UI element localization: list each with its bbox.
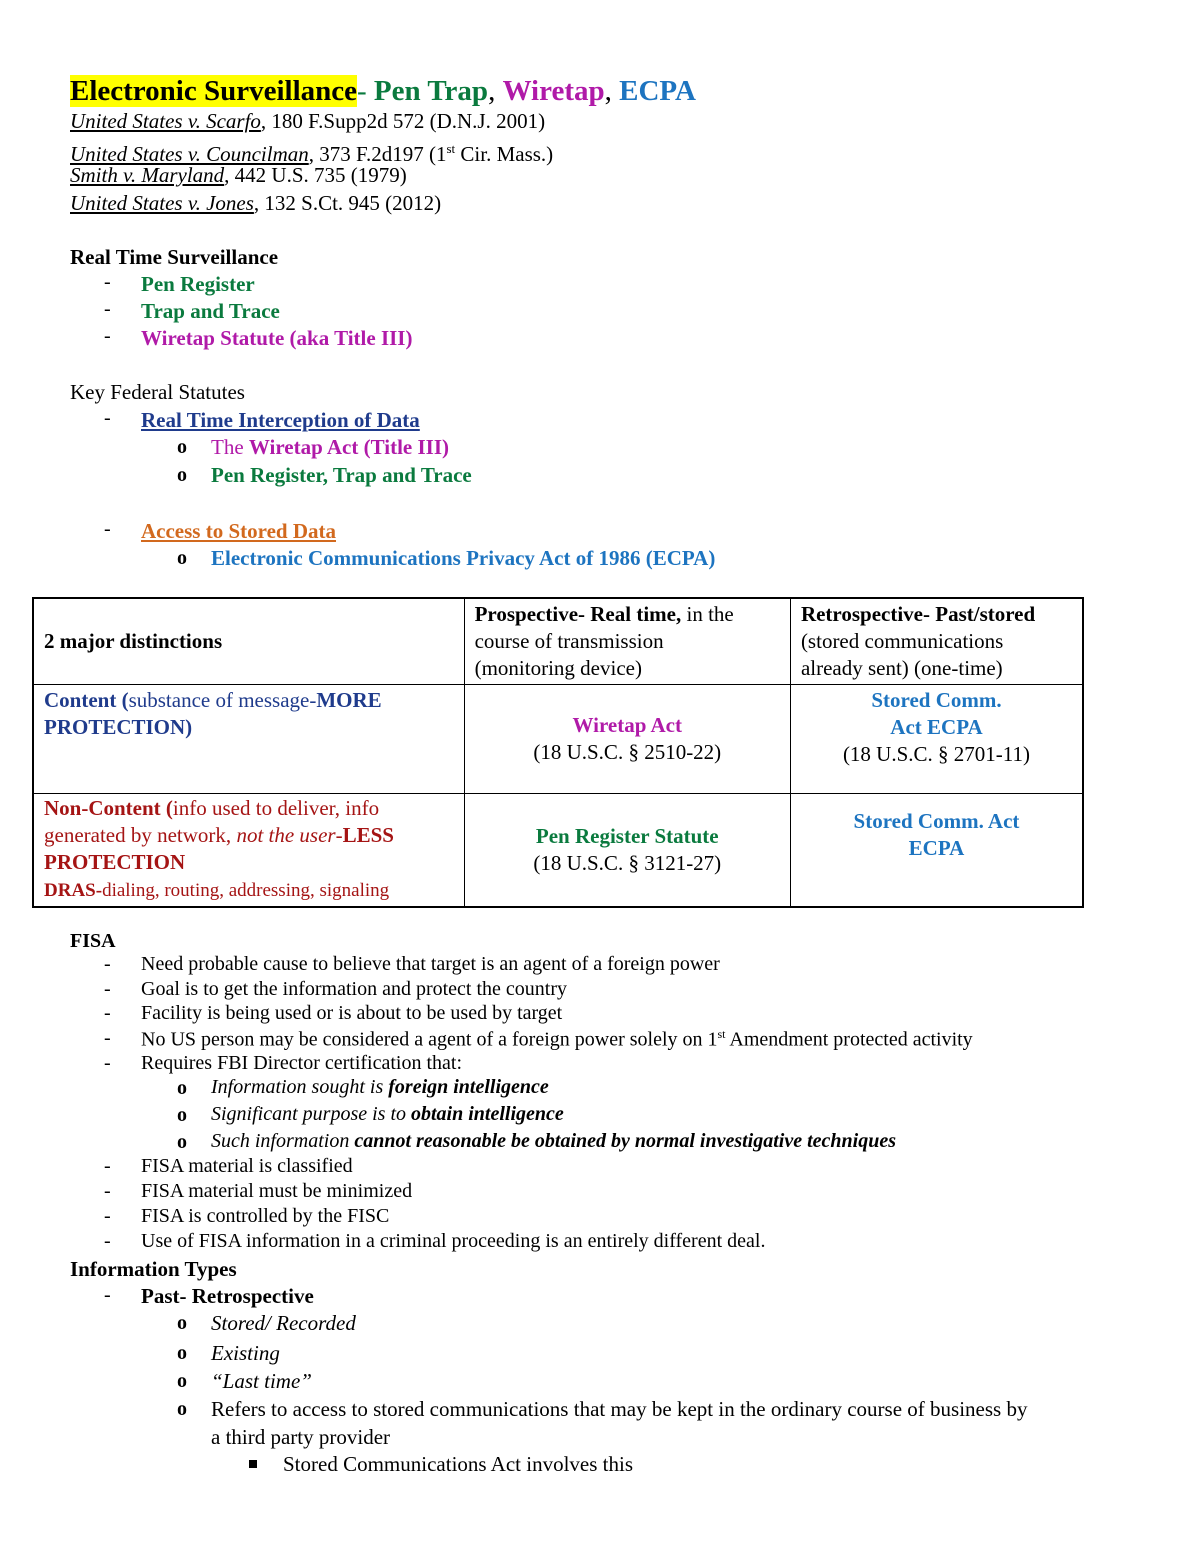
stored-act-cell: ECPA bbox=[908, 836, 965, 860]
case-name: Smith v. Maryland bbox=[70, 163, 225, 187]
case-cite: , 442 U.S. 735 (1979) bbox=[224, 163, 407, 187]
item-emphasis: obtain intelligence bbox=[411, 1103, 564, 1125]
wiretap-act-title: Wiretap Act (Title III) bbox=[248, 435, 449, 459]
list-item bbox=[211, 1130, 896, 1153]
title-comma: , bbox=[488, 75, 503, 107]
item-emphasis: cannot reasonable be obtained by normal investigative techniques bbox=[354, 1130, 897, 1152]
case-citation bbox=[70, 190, 441, 217]
content-more: MORE bbox=[316, 688, 382, 712]
stored-comm-cell: Act ECPA bbox=[890, 715, 983, 739]
list-item: Pen Register, Trap and Trace bbox=[211, 463, 472, 487]
circle-bullet: o bbox=[177, 1342, 187, 1364]
list-item-continued: a third party provider bbox=[211, 1425, 391, 1449]
case-cite: , 180 F.Supp2d 572 (D.N.J. 2001) bbox=[260, 109, 546, 133]
noncontent-dash: - bbox=[335, 823, 343, 847]
circle-bullet: o bbox=[177, 436, 187, 458]
table-cell bbox=[464, 794, 790, 908]
list-item: Requires FBI Director certification that: bbox=[141, 1052, 463, 1074]
dash-bullet: - bbox=[104, 1284, 111, 1306]
stored-comm-cell: Stored Comm. bbox=[871, 688, 1002, 712]
circle-bullet: o bbox=[177, 1104, 187, 1126]
stored-cite: (18 U.S.C. § 2701-11) bbox=[842, 742, 1030, 766]
content-protection: PROTECTION) bbox=[44, 715, 193, 739]
table-cell bbox=[464, 685, 790, 794]
dash-bullet: - bbox=[104, 407, 111, 429]
dash-bullet: - bbox=[104, 1002, 111, 1024]
table-cell bbox=[33, 685, 464, 794]
dash-bullet: - bbox=[104, 518, 111, 540]
dras-desc: dialing, routing, addressing, signaling bbox=[102, 880, 390, 901]
noncontent-protection: PROTECTION bbox=[44, 850, 186, 874]
list-item: Stored/ Recorded bbox=[211, 1311, 356, 1335]
title-main: Electronic Surveillance bbox=[70, 75, 357, 107]
list-item bbox=[141, 1027, 973, 1052]
pen-register-cell: Pen Register Statute bbox=[535, 824, 719, 848]
title-comma: , bbox=[604, 75, 620, 107]
circle-bullet: o bbox=[177, 547, 187, 569]
list-item: Refers to access to stored communications that may be kept in the ordinary course of business by bbox=[211, 1397, 1028, 1421]
retrospective-desc: (stored communications bbox=[800, 629, 1004, 653]
table-row bbox=[33, 794, 1083, 908]
noncontent-label: Non-Content ( bbox=[44, 796, 173, 820]
prospective-desc: course of transmission bbox=[474, 629, 664, 653]
realtime-interception-label: Real Time Interception of Data bbox=[141, 408, 420, 432]
item-sup: st bbox=[717, 1027, 726, 1041]
item-text: Such information bbox=[211, 1130, 355, 1152]
table-cell bbox=[790, 598, 1083, 685]
circle-bullet: o bbox=[177, 1077, 187, 1099]
dash-bullet: - bbox=[104, 298, 111, 320]
info-heading: Information Types bbox=[70, 1257, 237, 1281]
table-cell bbox=[464, 598, 790, 685]
stored-data-label: Access to Stored Data bbox=[141, 519, 336, 543]
circle-bullet: o bbox=[177, 1312, 187, 1334]
content-label: Content ( bbox=[44, 688, 129, 712]
dash-bullet: - bbox=[104, 325, 111, 347]
retrospective-heading: Retrospective- Past/stored bbox=[800, 602, 1036, 626]
title-pen-trap: Pen Trap bbox=[373, 75, 489, 107]
case-name: United States v. Scarfo bbox=[70, 109, 261, 133]
circle-bullet: o bbox=[177, 1131, 187, 1153]
past-label: Past- Retrospective bbox=[141, 1284, 314, 1308]
list-item: Existing bbox=[211, 1341, 280, 1365]
list-item bbox=[211, 434, 449, 461]
noncontent-desc: generated by network, bbox=[44, 823, 237, 847]
table-cell bbox=[790, 685, 1083, 794]
case-citation bbox=[70, 162, 407, 189]
circle-bullet: o bbox=[177, 1370, 187, 1392]
dash-bullet: - bbox=[104, 1180, 111, 1202]
case-sup: st bbox=[446, 141, 456, 156]
prospective-desc: in the bbox=[681, 602, 734, 626]
square-bullet bbox=[249, 1460, 257, 1468]
noncontent-italic: not the user bbox=[236, 823, 336, 847]
wiretap-cite: (18 U.S.C. § 2510-22) bbox=[533, 740, 722, 764]
list-item: Facility is being used or is about to be used by target bbox=[141, 1002, 563, 1024]
stored-act-cell: Stored Comm. Act bbox=[853, 809, 1020, 833]
table-cell bbox=[33, 794, 464, 908]
list-item: Need probable cause to believe that target is an agent of a foreign power bbox=[141, 953, 720, 975]
dash-bullet: - bbox=[104, 1230, 111, 1252]
prospective-heading: Prospective- Real time, bbox=[474, 602, 682, 626]
circle-bullet: o bbox=[177, 1398, 187, 1420]
pen-cite: (18 U.S.C. § 3121-27) bbox=[533, 851, 722, 875]
list-item: Wiretap Statute (aka Title III) bbox=[141, 326, 413, 350]
retrospective-desc: already sent) (one-time) bbox=[800, 656, 1003, 680]
item-text: Information sought is bbox=[211, 1076, 389, 1098]
case-name: United States v. Councilman bbox=[70, 142, 309, 166]
item-text: No US person may be considered a agent of a foreign power solely on 1 bbox=[141, 1028, 718, 1051]
dash-bullet: - bbox=[104, 978, 111, 1000]
dash-bullet: - bbox=[104, 271, 111, 293]
table-cell bbox=[33, 598, 464, 685]
fisa-heading: FISA bbox=[70, 930, 116, 952]
list-item: FISA material is classified bbox=[141, 1155, 353, 1177]
content-desc: substance of message- bbox=[128, 688, 317, 712]
item-emphasis: foreign intelligence bbox=[388, 1076, 549, 1098]
noncontent-desc: info used to deliver, info bbox=[172, 796, 380, 820]
page-title bbox=[70, 73, 696, 109]
case-cite-2: Cir. Mass.) bbox=[455, 142, 554, 166]
dash-bullet: - bbox=[104, 1155, 111, 1177]
statutes-heading: Key Federal Statutes bbox=[70, 380, 245, 404]
table-cell bbox=[790, 794, 1083, 908]
list-item: Pen Register bbox=[141, 272, 255, 296]
title-wiretap: Wiretap bbox=[502, 75, 605, 107]
item-text: Significant purpose is to bbox=[211, 1103, 411, 1125]
wiretap-act-cell: Wiretap Act bbox=[572, 713, 682, 737]
list-item: “Last time” bbox=[211, 1369, 312, 1393]
case-citation bbox=[70, 108, 545, 135]
list-item bbox=[211, 1103, 564, 1126]
list-item: Goal is to get the information and protect the country bbox=[141, 978, 567, 1000]
case-cite: , 373 F.2d197 (1 bbox=[308, 142, 447, 166]
list-item: FISA is controlled by the FISC bbox=[141, 1205, 390, 1227]
case-name: United States v. Jones bbox=[70, 191, 254, 215]
dash-bullet: - bbox=[104, 953, 111, 975]
dras-label: DRAS- bbox=[44, 880, 103, 901]
wiretap-prefix: The bbox=[211, 435, 249, 459]
title-sep: - bbox=[357, 75, 374, 107]
realtime-heading: Real Time Surveillance bbox=[70, 245, 279, 269]
prospective-desc: (monitoring device) bbox=[474, 656, 642, 680]
list-item: Use of FISA information in a criminal proceeding is an entirely different deal. bbox=[141, 1230, 766, 1252]
dash-bullet: - bbox=[104, 1052, 111, 1074]
dash-bullet: - bbox=[104, 1205, 111, 1227]
item-text: Amendment protected activity bbox=[725, 1028, 973, 1051]
title-ecpa: ECPA bbox=[619, 75, 696, 107]
list-item: FISA material must be minimized bbox=[141, 1180, 413, 1202]
distinctions-table bbox=[32, 597, 1084, 908]
list-item: Electronic Communications Privacy Act of 1986 (ECPA) bbox=[211, 546, 716, 570]
list-item bbox=[211, 1076, 549, 1099]
noncontent-less: LESS bbox=[342, 823, 394, 847]
dash-bullet: - bbox=[104, 1027, 111, 1049]
list-item: Trap and Trace bbox=[141, 299, 280, 323]
table-row bbox=[33, 598, 1083, 685]
case-cite: , 132 S.Ct. 945 (2012) bbox=[253, 191, 442, 215]
list-item: Stored Communications Act involves this bbox=[283, 1452, 633, 1476]
corner-label: 2 major distinctions bbox=[44, 629, 223, 653]
table-row bbox=[33, 685, 1083, 794]
circle-bullet: o bbox=[177, 464, 187, 486]
